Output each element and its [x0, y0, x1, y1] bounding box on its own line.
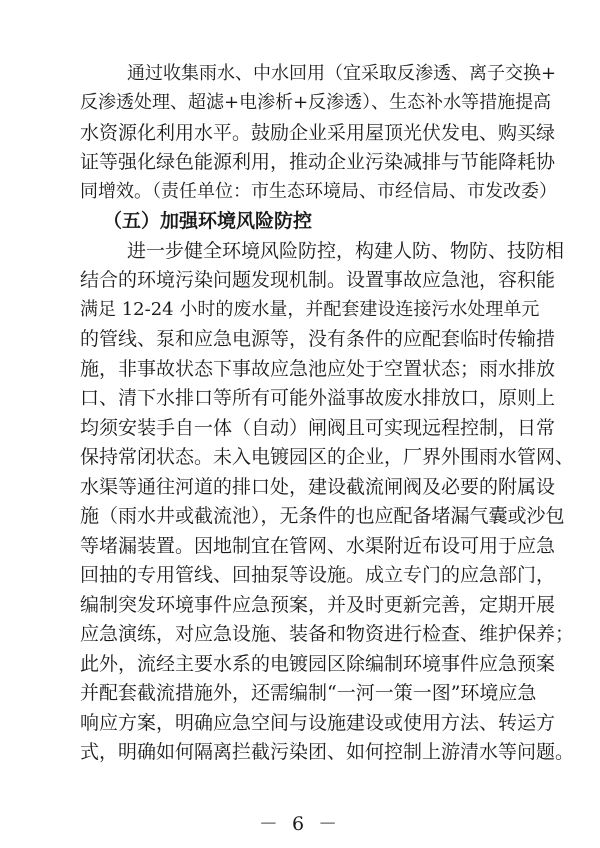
paragraph-line: 满足 12-24 小时的废水量，并配套建设连接污水处理单元	[80, 299, 540, 320]
paragraph-line: 施（雨水井或截流池），无条件的也应配备堵漏气囊或沙包	[80, 505, 565, 527]
paragraph-line: 均须安装手自一体（自动）闸阀且可实现远程控制，日常	[80, 417, 556, 439]
paragraph-line: 回抽的专用管线、回抽泵等设施。成立专门的应急部门，	[80, 564, 556, 586]
paragraph-line: 口、清下水排口等所有可能外溢事故废水排放口，原则上	[80, 387, 556, 409]
paragraph-line: 式，明确如何隔离拦截污染团、如何控制上游清水等问题。	[80, 741, 575, 763]
paragraph-line: 应急演练，对应急设施、装备和物资进行检查、维护保养；	[80, 623, 575, 645]
section-heading: （五）加强环境风险防控	[103, 210, 313, 232]
paragraph-line: 施，非事故状态下事故应急池应处于空置状态；雨水排放	[80, 358, 556, 380]
paragraph-line: 反渗透处理、超滤+电渗析+反渗透）、生态补水等措施提高	[80, 92, 552, 113]
paragraph-line: 水渠等通往河道的排口处，建设截流闸阀及必要的附属设	[80, 476, 556, 498]
paragraph-line: 通过收集雨水、中水回用（宜采取反渗透、离子交换+	[127, 63, 557, 84]
paragraph-line: 响应方案，明确应急空间与设施建设或使用方法、转运方	[80, 712, 556, 734]
paragraph-line: 编制突发环境事件应急预案，并及时更新完善，定期开展	[80, 594, 556, 616]
paragraph-line: 此外，流经主要水系的电镀园区除编制环境事件应急预案	[80, 653, 556, 675]
page-number: － 6 －	[258, 813, 342, 835]
paragraph-line: 保持常闭状态。未入电镀园区的企业，厂界外围雨水管网、	[80, 446, 575, 468]
paragraph-line: 进一步健全环境风险防控，构建人防、物防、技防相	[127, 240, 565, 262]
paragraph-line: 同增效。（责任单位：市生态环境局、市经信局、市发改委）	[80, 181, 557, 202]
paragraph-line: 的管线、泵和应急电源等，没有条件的应配套临时传输措	[80, 328, 556, 350]
paragraph-line: 并配套截流措施外，还需编制“一河一策一图”环境应急	[80, 682, 537, 704]
paragraph-line: 等堵漏装置。因地制宜在管网、水渠附近布设可用于应急	[80, 535, 556, 557]
paragraph-line: 证等强化绿色能源利用，推动企业污染减排与节能降耗协	[80, 151, 556, 173]
paragraph-line: 水资源化利用水平。鼓励企业采用屋顶光伏发电、购买绿	[80, 122, 556, 144]
paragraph-line: 结合的环境污染问题发现机制。设置事故应急池，容积能	[80, 269, 556, 291]
